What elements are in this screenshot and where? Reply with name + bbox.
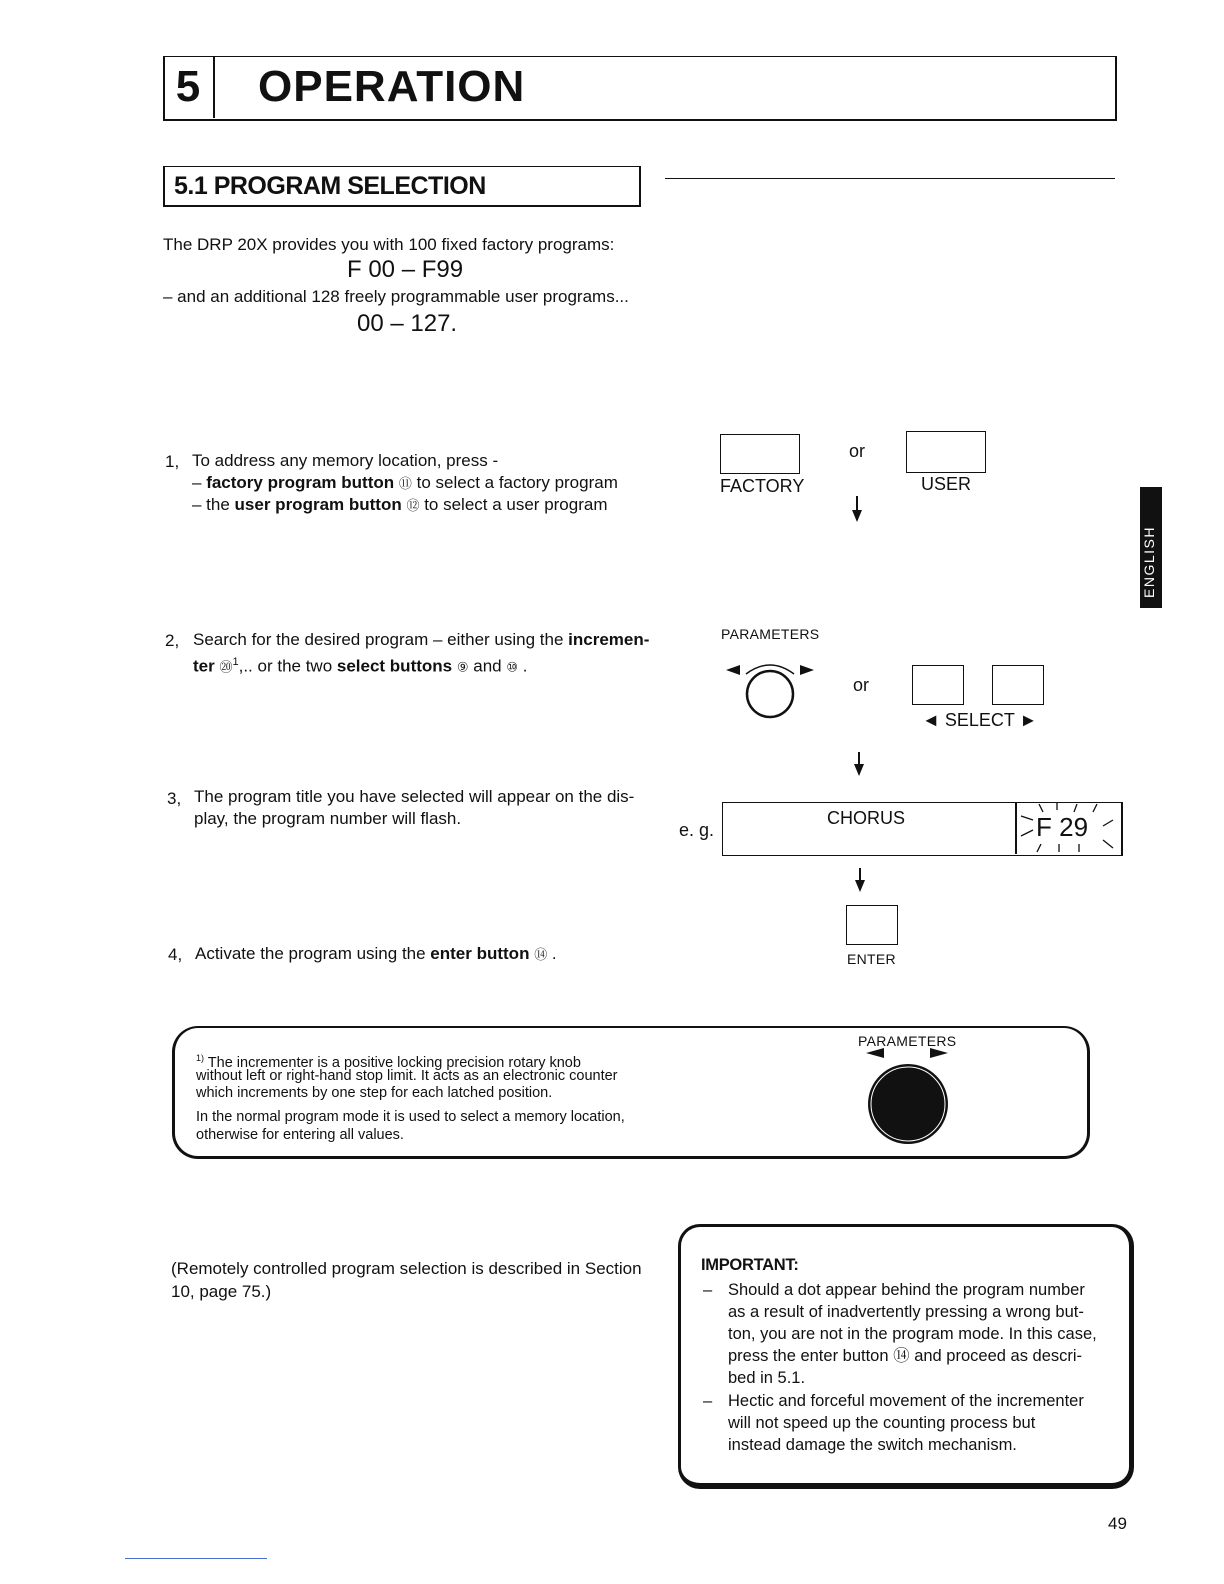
parameters-label: PARAMETERS [721,626,820,642]
select-left-button[interactable] [912,665,964,705]
intro-line-1: The DRP 20X provides you with 100 fixed factory programs: [163,235,615,254]
important-item-1-line-4: press the enter button ⑭ and proceed as descri- [728,1347,1083,1365]
step-2-line-2: ter ⑳$^1$,.. or the two select buttons ⑨ and ⑩ . [193,656,528,676]
example-label: e. g. [679,820,715,840]
remote-note-line-2: 10, page 75.) [171,1282,272,1301]
important-item-1-line-5: bed in 5.1. [728,1369,806,1387]
enter-label: ENTER [847,951,896,967]
arrow-down-icon [856,496,858,520]
important-item-2-line-1: Hectic and forceful movement of the incrementer [728,1392,1084,1410]
user-button[interactable] [906,431,986,473]
important-item-1-line-2: as a result of inadvertently pressing a wrong but- [728,1303,1084,1321]
factory-label: FACTORY [720,476,805,496]
select-label: ◄ SELECT ► [922,710,1038,730]
rotary-knob-icon [862,1046,954,1146]
section-title: 5.1 PROGRAM SELECTION [174,172,486,200]
page-number: 49 [1108,1514,1127,1533]
section-rule [665,178,1115,179]
important-item-2-line-2: will not speed up the counting process but [728,1414,1036,1432]
select-right-button[interactable] [992,665,1044,705]
user-range: 00 – 127. [357,310,458,337]
arrow-down-icon [858,752,860,774]
remote-note-line-1: (Remotely controlled program selection is described in Section [171,1259,642,1278]
enter-button[interactable] [846,905,898,945]
step-3-line-2: play, the program number will flash. [194,809,462,828]
step-1-line: To address any memory location, press - [192,451,499,470]
footer-rule [125,1558,267,1559]
factory-button[interactable] [720,434,800,474]
step-2-number: 2, [165,631,180,650]
important-dash-1: – [703,1281,713,1299]
arrow-down-icon [859,868,861,890]
display-text: CHORUS [827,808,906,828]
step-1-user: – the user program button ⑫ to select a user program [192,495,608,514]
or-text-1: or [849,441,866,461]
incrementer-knob-icon[interactable] [722,660,818,722]
footnote-line-5: otherwise for entering all values. [196,1127,404,1143]
display-number: F 29 [1036,812,1089,842]
important-item-1-line-1: Should a dot appear behind the program number [728,1281,1085,1299]
step-3-number: 3, [167,789,182,808]
knob-parameters-label: PARAMETERS [858,1033,957,1049]
important-dash-2: – [703,1392,713,1410]
step-2-line-1: Search for the desired program – either using the incremen- [193,630,650,649]
footnote-line-2: without left or right-hand stop limit. It acts as an electronic counter [196,1068,618,1084]
user-label: USER [921,474,972,494]
flash-rays-icon [1017,802,1119,854]
footnote-line-4: In the normal program mode it is used to select a memory location, [196,1109,625,1125]
chapter-number: 5 [163,56,215,118]
step-4-number: 4, [168,945,183,964]
factory-range: F 00 – F99 [347,256,464,283]
step-3-line-1: The program title you have selected will appear on the dis- [194,787,635,806]
step-4-line: Activate the program using the enter button ⑭ . [195,944,557,963]
footnote-line-3: which increments by one step for each latched position. [196,1085,553,1101]
chapter-title: OPERATION [258,62,526,111]
intro-line-2: – and an additional 128 freely programmable user programs... [163,287,629,306]
important-item-2-line-3: instead damage the switch mechanism. [728,1436,1017,1454]
footnote-line-1: $^{1)}$ The incrementer is a positive locking precision rotary knob [196,1053,581,1071]
important-item-1-line-3: ton, you are not in the program mode. In this case, [728,1325,1097,1343]
or-text-2: or [853,675,870,695]
step-1-factory: – factory program button ⑪ to select a factory program [192,473,618,492]
language-tab-label: ENGLISH [1141,526,1157,598]
step-1-number: 1, [165,452,180,471]
important-heading: IMPORTANT: [701,1256,799,1274]
